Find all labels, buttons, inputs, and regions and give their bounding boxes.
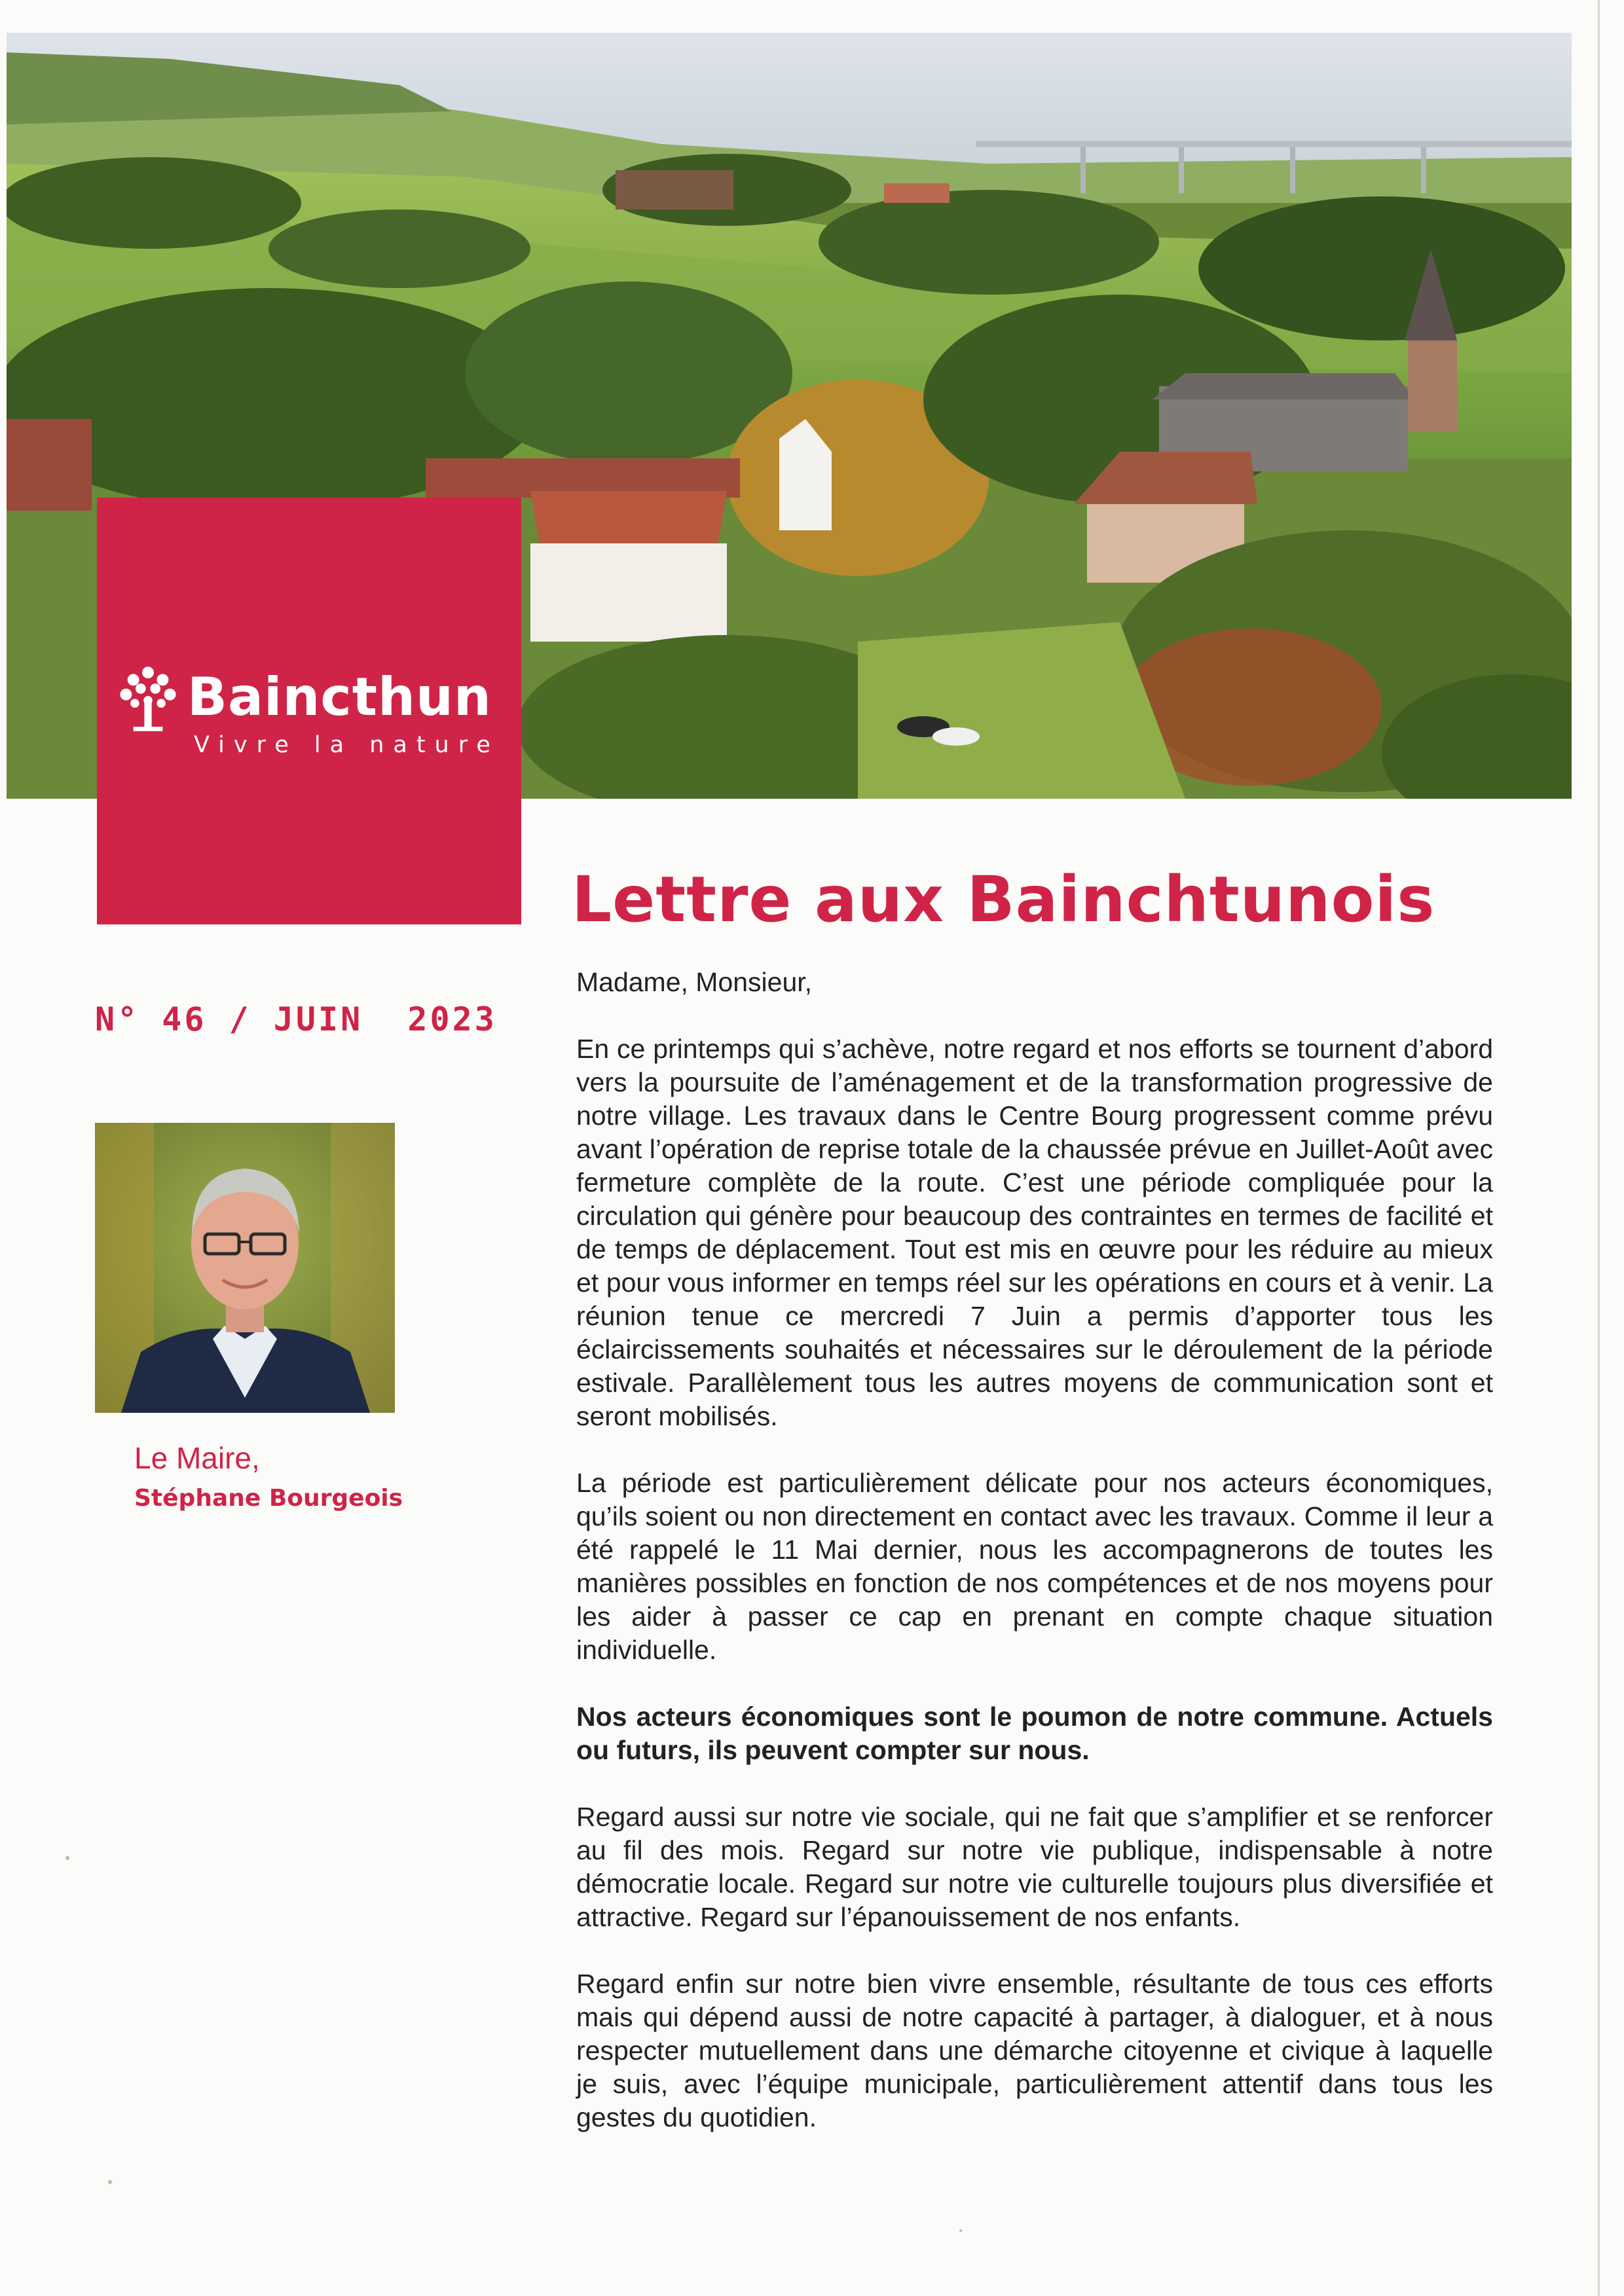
scan-speck — [959, 2229, 962, 2232]
paragraph-economy: La période est particulièrement délicate pour nos acteurs économiques, qu’ils soient ou non directement en contact avec les travaux. Comme il leur a été rappelé le 11 Mai dernier, nous les accompagnerons de toutes les manières possibles en fonction de nos compétences et de nos moyens pour les aider à passer ce cap en prenant en compte chaque situation individuelle. — [576, 1468, 1493, 1665]
issue-number-date: N° 46 / JUIN 2023 — [95, 1000, 497, 1038]
salutation: Madame, Monsieur, — [576, 967, 813, 997]
letter-body — [576, 966, 1493, 2168]
mayor-role: Le Maire, — [134, 1441, 260, 1475]
paragraph-works: En ce printemps qui s’achève, notre regard et nos efforts se tournent d’abord vers la poursuite de l’aménagement et de la transformation progressive de notre village. Les travaux dans le Centre Bourg progressent comme prévu avant l’opération de reprise totale de la chaussée prévue en Juillet-Août avec fermeture complète de la route. C’est une période compliquée pour la circulation qui génère pour beaucoup des contraintes en termes de facilité et de temps de déplacement. Tout est mis en œuvre pour les réduire au mieux et pour vous informer en temps réel sur les opérations en cours et à venir. La réunion tenue ce mercredi 7 Juin a permis d’apporter tous les éclaircissements souhaités et nécessaires sur le déroulement de la période estivale. Parallèlement tous les autres moyens de communication sont et seront mobilisés. — [576, 1034, 1493, 1431]
mayor-portrait — [95, 1123, 395, 1413]
logo-block — [97, 498, 521, 924]
paragraph-living-together: Regard enfin sur notre bien vivre ensemble, résultante de tous ces efforts mais qui dépend aussi de notre capacité à partager, à dialoguer, et à nous respecter mutuellement dans une démarche citoyenne et civique à laquelle je suis, avec l’équipe municipale, particulièrement attentif dans tous les gestes du quotidien. — [576, 1969, 1493, 2132]
logo-name: Baincthun — [187, 666, 492, 727]
paragraph-emphasis: Nos acteurs économiques sont le poumon de notre commune. Actuels ou futurs, ils peuvent compter sur nous. — [576, 1702, 1493, 1765]
logo[interactable] — [111, 661, 517, 733]
mayor-name: Stéphane Bourgeois — [134, 1485, 403, 1512]
logo-tagline: Vivre la nature — [194, 732, 500, 758]
scan-edge — [1598, 0, 1600, 2296]
tree-icon — [111, 659, 185, 736]
scan-speck — [65, 1856, 69, 1860]
page-title: Lettre aux Bainchtunois — [572, 863, 1435, 936]
paragraph-social: Regard aussi sur notre vie sociale, qui ne fait que s’amplifier et se renforcer au fil des mois. Regard sur notre vie publique, indispensable à notre démocratie locale. Regard sur notre vie culturelle toujours plus diversifiée et attractive. Regard sur l’épanouissement de nos enfants. — [576, 1802, 1493, 1932]
scan-speck — [108, 2180, 112, 2184]
